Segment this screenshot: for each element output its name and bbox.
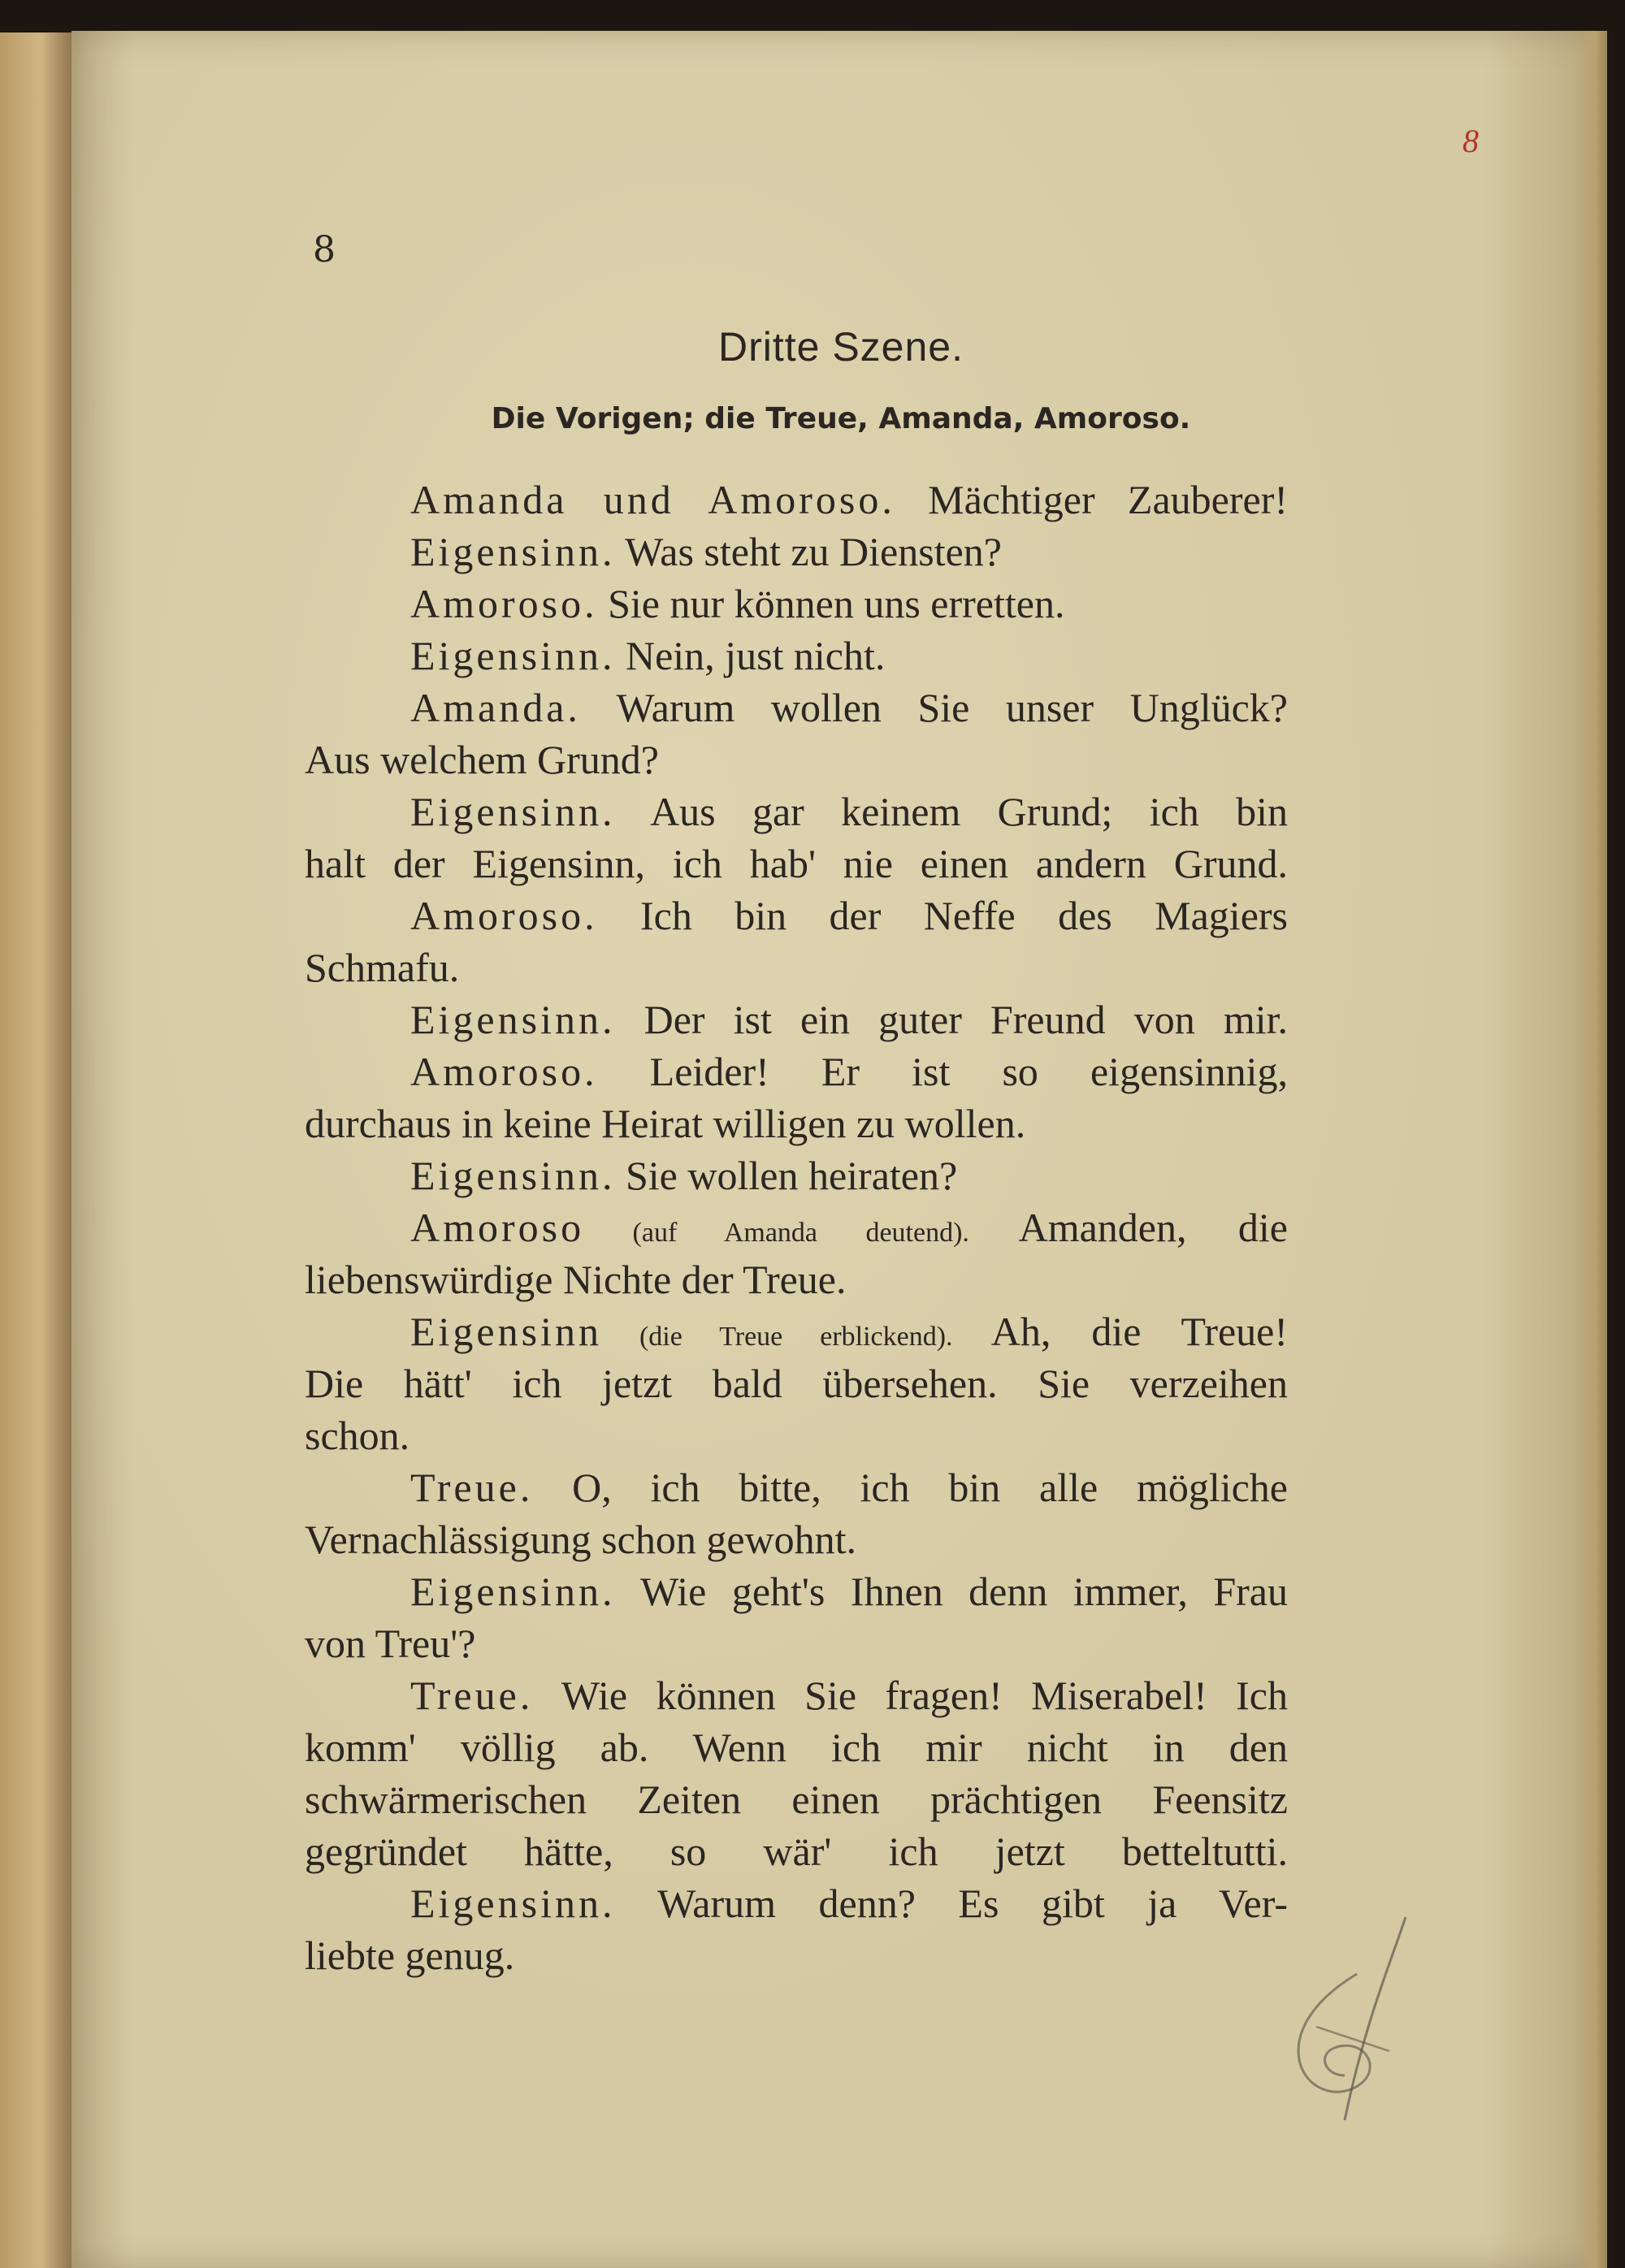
line-text: Warum denn? Es gibt ja Ver-: [615, 1881, 1288, 1926]
speaker-name: Amoroso: [410, 1205, 585, 1250]
line-text: Leider! Er ist so eigensinnig,: [597, 1049, 1288, 1094]
dialogue-line: [410, 1149, 1288, 1201]
dialogue-line: [305, 1721, 1288, 1773]
dialogue-line: [305, 1617, 1288, 1669]
dialogue-line: [410, 1461, 1288, 1513]
line-text: Sie nur können uns erretten.: [597, 581, 1065, 626]
speaker-name: Eigensinn.: [410, 997, 616, 1042]
speaker-name: Treue.: [410, 1673, 534, 1718]
dialogue-line: [410, 889, 1288, 941]
line-text: von Treu'?: [305, 1621, 476, 1666]
dialogue-line: [305, 1773, 1288, 1825]
dialogue-line: [305, 734, 1288, 786]
dialogue-line: [410, 1565, 1288, 1617]
speaker-name: Eigensinn.: [410, 633, 616, 678]
line-text: O, ich bitte, ich bin alle mögliche: [533, 1465, 1288, 1510]
dialogue-line: [305, 1409, 1288, 1461]
line-text: schon.: [305, 1413, 410, 1458]
dialogue-line: [305, 941, 1288, 993]
line-text: Aus gar keinem Grund; ich bin: [615, 789, 1288, 834]
pencil-folio-number: 8: [1462, 123, 1479, 159]
dialogue-line: [305, 1097, 1288, 1149]
dialogue-line: [410, 1201, 1288, 1253]
line-text: Sie wollen heiraten?: [615, 1153, 958, 1198]
line-text: Ich bin der Neffe des Magiers: [597, 893, 1288, 938]
pencil-signature-mark: [1268, 1909, 1430, 2128]
line-text: Vernachlässigung schon gewohnt.: [305, 1517, 857, 1562]
dialogue-line: [305, 838, 1288, 889]
dialogue-line: [410, 1045, 1288, 1097]
line-text: Aus welchem Grund?: [305, 737, 659, 782]
line-text: komm' völlig ab. Wenn ich mir nicht in den: [305, 1725, 1288, 1770]
speaker-name: Amoroso.: [410, 581, 598, 626]
dialogue-line: [305, 1929, 1288, 1981]
stage-direction: (auf Amanda deutend).: [584, 1218, 969, 1248]
line-text: schwärmerischen Zeiten einen prächtigen Feensitz: [305, 1777, 1288, 1822]
speaker-name: Eigensinn.: [410, 1881, 616, 1926]
dialogue-line: [410, 474, 1288, 526]
dialogue-line: [305, 1825, 1288, 1877]
dialogue-line: [410, 1669, 1288, 1721]
line-text: liebte genug.: [305, 1933, 515, 1978]
line-text: Mächtiger Zauberer!: [895, 477, 1288, 522]
line-text: halt der Eigensinn, ich hab' nie einen andern Grund.: [305, 841, 1288, 886]
speaker-name: Eigensinn.: [410, 789, 616, 834]
line-text: gegründet hätte, so wär' ich jetzt betteltutti.: [305, 1829, 1288, 1874]
line-text: Ah, die Treue!: [952, 1309, 1289, 1354]
speaker-name: Treue.: [410, 1465, 534, 1510]
dialogue-line: [410, 526, 1288, 578]
line-text: Warum wollen Sie unser Unglück?: [580, 685, 1288, 730]
stage-direction: (die Treue erblickend).: [601, 1322, 953, 1352]
speaker-name: Eigensinn.: [410, 529, 616, 574]
line-text: Wie geht's Ihnen denn immer, Frau: [615, 1569, 1288, 1614]
speaker-name: Eigensinn.: [410, 1569, 616, 1614]
speaker-name: Amanda.: [410, 685, 581, 730]
scene-title: Dritte Szene.: [717, 324, 964, 370]
dialogue-line: [410, 630, 1288, 682]
line-text: Amanden, die: [968, 1205, 1288, 1250]
line-text: Die hätt' ich jetzt bald übersehen. Sie verzeihen: [305, 1361, 1288, 1406]
line-text: Der ist ein guter Freund von mir.: [615, 997, 1288, 1042]
cast-list: Die Vorigen; die Treue, Amanda, Amoroso.: [491, 402, 1191, 435]
speaker-name: Amoroso.: [410, 893, 598, 938]
line-text: liebenswürdige Nichte der Treue.: [305, 1257, 847, 1302]
dialogue-line: [410, 1305, 1288, 1357]
dialogue-line: [410, 682, 1288, 734]
dialogue-line: [305, 1357, 1288, 1409]
dialogue-line: [410, 786, 1288, 838]
page-number: 8: [313, 229, 336, 271]
line-text: Nein, just nicht.: [615, 633, 886, 678]
dialogue-line: [410, 993, 1288, 1045]
speaker-name: Eigensinn: [410, 1309, 602, 1354]
line-text: Wie können Sie fragen! Miserabel! Ich: [533, 1673, 1288, 1718]
line-text: Schmafu.: [305, 945, 460, 990]
dialogue-line: [410, 578, 1288, 630]
speaker-name: Amoroso.: [410, 1049, 598, 1094]
line-text: durchaus in keine Heirat willigen zu wollen.: [305, 1101, 1026, 1146]
line-text: Was steht zu Diensten?: [615, 529, 1002, 574]
speaker-name: Eigensinn.: [410, 1153, 616, 1198]
dialogue-line: [305, 1253, 1288, 1305]
speaker-name: Amanda und Amoroso.: [410, 477, 895, 522]
dialogue-line: [410, 1877, 1288, 1929]
dialogue-line: [305, 1513, 1288, 1565]
